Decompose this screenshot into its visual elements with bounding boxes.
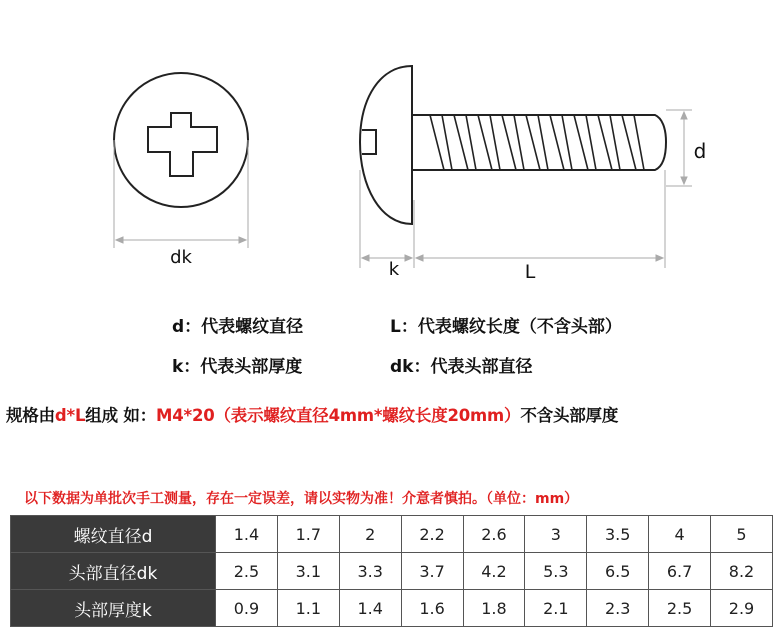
spec-middle: 组成 如： [85, 406, 157, 425]
screw-threads [430, 115, 644, 170]
legend-dk: dk：代表头部直径 [390, 357, 533, 377]
table-cell: 5.3 [525, 553, 587, 590]
table-cell: 1.8 [463, 590, 525, 627]
table-cell: 2.9 [711, 590, 773, 627]
table-cell: 3.7 [401, 553, 463, 590]
thread-line [526, 115, 548, 170]
table-cell: 3.3 [339, 553, 401, 590]
table-cell: 1.6 [401, 590, 463, 627]
table-cell: 6.5 [587, 553, 649, 590]
screw-drawing [0, 0, 782, 300]
thread-line [622, 115, 644, 170]
table-cell: 2.1 [525, 590, 587, 627]
row-header: 头部厚度k [11, 590, 216, 627]
table-cell: 1.4 [339, 590, 401, 627]
legend-L: L：代表螺纹长度（不含头部） [390, 317, 622, 337]
row-header: 螺纹直径d [11, 516, 216, 553]
thread-line [550, 115, 572, 170]
spec-formula: d*L [54, 406, 86, 425]
spec-example: M4*20（表示螺纹直径4mm*螺纹长度20mm） [156, 406, 521, 425]
thread-line [502, 115, 524, 170]
spec-suffix: 不含头部厚度 [520, 406, 619, 425]
head-top-view-circle [114, 73, 248, 207]
phillips-cross-icon [148, 113, 217, 176]
spec-prefix: 规格由 [6, 406, 55, 425]
table-cell: 2.6 [463, 516, 525, 553]
table-cell: 3.1 [277, 553, 339, 590]
table-cell: 1.1 [277, 590, 339, 627]
table-cell: 2.5 [216, 553, 278, 590]
d-label: d [693, 139, 707, 163]
table-cell: 8.2 [711, 553, 773, 590]
thread-line [598, 115, 620, 170]
table-cell: 4 [649, 516, 711, 553]
table-cell: 2.3 [587, 590, 649, 627]
table-cell: 0.9 [216, 590, 278, 627]
table-cell: 2.5 [649, 590, 711, 627]
dk-label: dk [170, 247, 192, 268]
legend-k: k：代表头部厚度 [172, 357, 303, 377]
thread-line [430, 115, 452, 170]
table-cell: 5 [711, 516, 773, 553]
legend-d: d：代表螺纹直径 [172, 317, 304, 337]
measurement-note: 以下数据为单批次手工测量，存在一定误差，请以实物为准！介意者慎拍。（单位：mm） [24, 491, 579, 507]
table-cell: 2.2 [401, 516, 463, 553]
table-cell: 1.7 [277, 516, 339, 553]
table-cell: 3 [525, 516, 587, 553]
thread-line [478, 115, 500, 170]
table-row [11, 553, 773, 590]
thread-line [574, 115, 596, 170]
L-label: L [524, 261, 536, 283]
size-table [10, 515, 773, 627]
table-cell: 2 [339, 516, 401, 553]
table-cell: 3.5 [587, 516, 649, 553]
table-cell: 1.4 [216, 516, 278, 553]
screw-head-side [360, 66, 412, 224]
row-header: 头部直径dk [11, 553, 216, 590]
thread-line [454, 115, 476, 170]
table-cell: 6.7 [649, 553, 711, 590]
table-row [11, 516, 773, 553]
k-label: k [388, 259, 400, 280]
table-row [11, 590, 773, 627]
spec-line [6, 402, 618, 426]
table-cell: 4.2 [463, 553, 525, 590]
